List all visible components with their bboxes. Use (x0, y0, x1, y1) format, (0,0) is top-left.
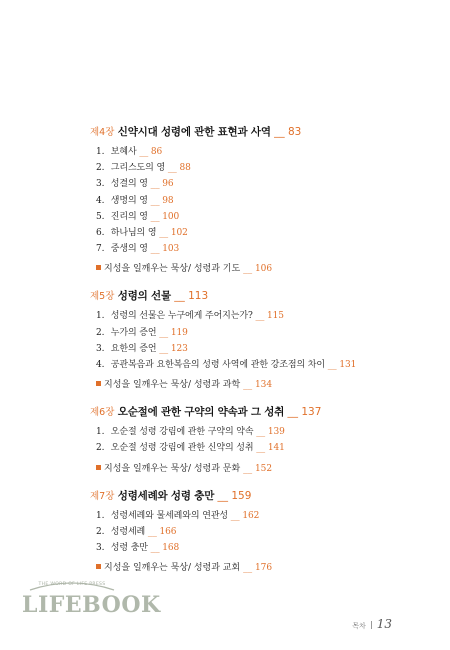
item-number: 5. (96, 211, 105, 222)
square-bullet-icon (96, 381, 101, 386)
item-page: 162 (242, 510, 260, 521)
chapter-page: 159 (231, 489, 252, 502)
chapter-5 (90, 288, 440, 393)
item-number: 2. (96, 163, 105, 174)
logo-wordmark: LIFEBOOK (22, 592, 161, 618)
meditation-page: 134 (254, 380, 273, 391)
toc-item[interactable]: 2. 성령세례 __ 166 (90, 524, 440, 540)
toc-item[interactable]: 2. 누가의 증언 __ 119 (90, 325, 440, 341)
item-title: 성령의 선물은 누구에게 주어지는가? (110, 311, 253, 322)
table-of-contents (90, 124, 440, 587)
square-bullet-icon (96, 265, 101, 270)
item-page: 166 (159, 526, 177, 537)
toc-item[interactable]: 3. 요한의 증언 __ 123 (90, 341, 440, 357)
chapter-number: 제5장 (90, 291, 115, 303)
item-number: 2. (96, 327, 105, 338)
item-page: 98 (162, 195, 174, 206)
meditation-item[interactable]: 지성을 일깨우는 묵상/ 성령과 과학 __ 134 (90, 377, 440, 393)
toc-item[interactable]: 1. 성령세례와 물세례와의 연관성 __ 162 (90, 508, 440, 524)
toc-item[interactable]: 7. 중생의 영 __ 103 (90, 241, 440, 257)
item-title: 성령세례 (110, 526, 146, 537)
chapter-page: 137 (301, 406, 322, 419)
item-number: 3. (96, 543, 105, 554)
item-number: 1. (96, 510, 105, 521)
meditation-page: 106 (254, 264, 273, 275)
item-page: 131 (339, 360, 357, 371)
item-number: 1. (96, 311, 105, 322)
item-number: 4. (96, 195, 105, 206)
meditation-title: 지성을 일깨우는 묵상/ 성령과 기도 (104, 264, 241, 275)
item-page: 103 (162, 244, 180, 255)
chapter-number: 제7장 (90, 490, 115, 502)
item-number: 2. (96, 443, 105, 454)
meditation-page: 152 (254, 463, 273, 474)
footer-label: 목차 (352, 622, 366, 630)
meditation-item[interactable]: 지성을 일깨우는 묵상/ 성령과 기도 __ 106 (90, 261, 440, 277)
chapter-title: 오순절에 관한 구약의 약속과 그 성취 (117, 406, 285, 419)
logo-tagline: THE WORD OF LIFE PRESS (38, 582, 106, 587)
toc-item[interactable]: 4. 공관복음과 요한복음의 성령 사역에 관한 강조점의 차이 __ 131 (90, 357, 440, 373)
item-title: 진리의 영 (110, 211, 148, 222)
item-title: 오순절 성령 강림에 관한 구약의 약속 (110, 427, 254, 438)
page-number: 13 (376, 617, 392, 631)
toc-item[interactable]: 6. 하나님의 영 __ 102 (90, 225, 440, 241)
item-title: 성결의 영 (110, 179, 148, 190)
item-page: 119 (170, 327, 188, 338)
item-page: 96 (162, 179, 174, 190)
item-number: 3. (96, 343, 105, 354)
meditation-title: 지성을 일깨우는 묵상/ 성령과 문화 (104, 463, 241, 474)
item-page: 115 (267, 311, 284, 322)
item-page: 102 (170, 228, 188, 239)
item-page: 141 (267, 443, 285, 454)
item-title: 성령 충만 (110, 543, 148, 554)
page-footer (352, 617, 392, 631)
item-title: 중생의 영 (110, 244, 148, 255)
chapter-4 (90, 124, 440, 277)
item-title: 오순절 성령 강림에 관한 신약의 성취 (110, 443, 254, 454)
meditation-page: 176 (254, 563, 273, 574)
item-title: 하나님의 영 (110, 228, 157, 239)
item-title: 누가의 증언 (110, 327, 157, 338)
chapter-title: 성령세례와 성령 충만 (117, 489, 215, 502)
meditation-item[interactable]: 지성을 일깨우는 묵상/ 성령과 교회 __ 176 (90, 560, 440, 576)
meditation-title: 지성을 일깨우는 묵상/ 성령과 과학 (104, 380, 241, 391)
toc-item[interactable]: 1. 성령의 선물은 누구에게 주어지는가? __ 115 (90, 308, 440, 324)
item-title: 성령세례와 물세례와의 연관성 (110, 510, 229, 521)
square-bullet-icon (96, 465, 101, 470)
toc-item[interactable]: 1. 보혜사 __ 86 (90, 144, 440, 160)
item-page: 139 (267, 427, 285, 438)
toc-item[interactable]: 3. 성결의 영 __ 96 (90, 176, 440, 192)
item-number: 3. (96, 179, 105, 190)
lifebook-logo (22, 582, 161, 632)
chapter-page: 113 (188, 290, 209, 303)
chapter-page: 83 (287, 126, 302, 138)
item-page: 88 (179, 163, 191, 174)
footer-divider (371, 621, 372, 629)
item-title: 공관복음과 요한복음의 성령 사역에 관한 강조점의 차이 (110, 360, 325, 371)
item-page: 100 (162, 211, 180, 222)
chapter-number: 제4장 (90, 127, 115, 138)
item-page: 86 (150, 147, 163, 157)
toc-item[interactable]: 2. 오순절 성령 강림에 관한 신약의 성취 __ 141 (90, 440, 440, 456)
item-number: 1. (96, 147, 105, 157)
meditation-item[interactable]: 지성을 일깨우는 묵상/ 성령과 문화 __ 152 (90, 461, 440, 477)
chapter-heading[interactable]: 제5장 성령의 선물 __ 113 (90, 290, 209, 303)
toc-item[interactable]: 3. 성령 충만 __ 168 (90, 540, 440, 556)
toc-item[interactable]: 4. 생명의 영 __ 98 (90, 193, 440, 209)
item-number: 1. (96, 427, 105, 438)
chapter-heading[interactable]: 제4장 신약시대 성령에 관한 표현과 사역 __ 83 (90, 126, 302, 138)
toc-item[interactable]: 1. 오순절 성령 강림에 관한 구약의 약속 __ 139 (90, 424, 440, 440)
item-number: 7. (96, 244, 105, 255)
item-title: 생명의 영 (110, 195, 148, 206)
item-title: 그리스도의 영 (110, 163, 166, 174)
chapter-number: 제6장 (90, 407, 115, 419)
item-number: 4. (96, 360, 105, 371)
chapter-7 (90, 488, 440, 577)
item-number: 2. (96, 526, 105, 537)
toc-item[interactable]: 2. 그리스도의 영 __ 88 (90, 160, 440, 176)
chapter-heading[interactable]: 제7장 성령세례와 성령 충만 __ 159 (90, 489, 252, 502)
toc-item[interactable]: 5. 진리의 영 __ 100 (90, 209, 440, 225)
chapter-title: 신약시대 성령에 관한 표현과 사역 (117, 126, 271, 138)
chapter-6 (90, 404, 440, 476)
item-number: 6. (96, 228, 105, 239)
item-title: 보혜사 (110, 147, 137, 157)
item-page: 168 (162, 543, 180, 554)
chapter-heading[interactable]: 제6장 오순절에 관한 구약의 약속과 그 성취 __ 137 (90, 406, 322, 419)
meditation-title: 지성을 일깨우는 묵상/ 성령과 교회 (104, 563, 241, 574)
square-bullet-icon (96, 564, 101, 569)
chapter-title: 성령의 선물 (117, 290, 171, 303)
item-page: 123 (170, 343, 188, 354)
item-title: 요한의 증언 (110, 343, 157, 354)
